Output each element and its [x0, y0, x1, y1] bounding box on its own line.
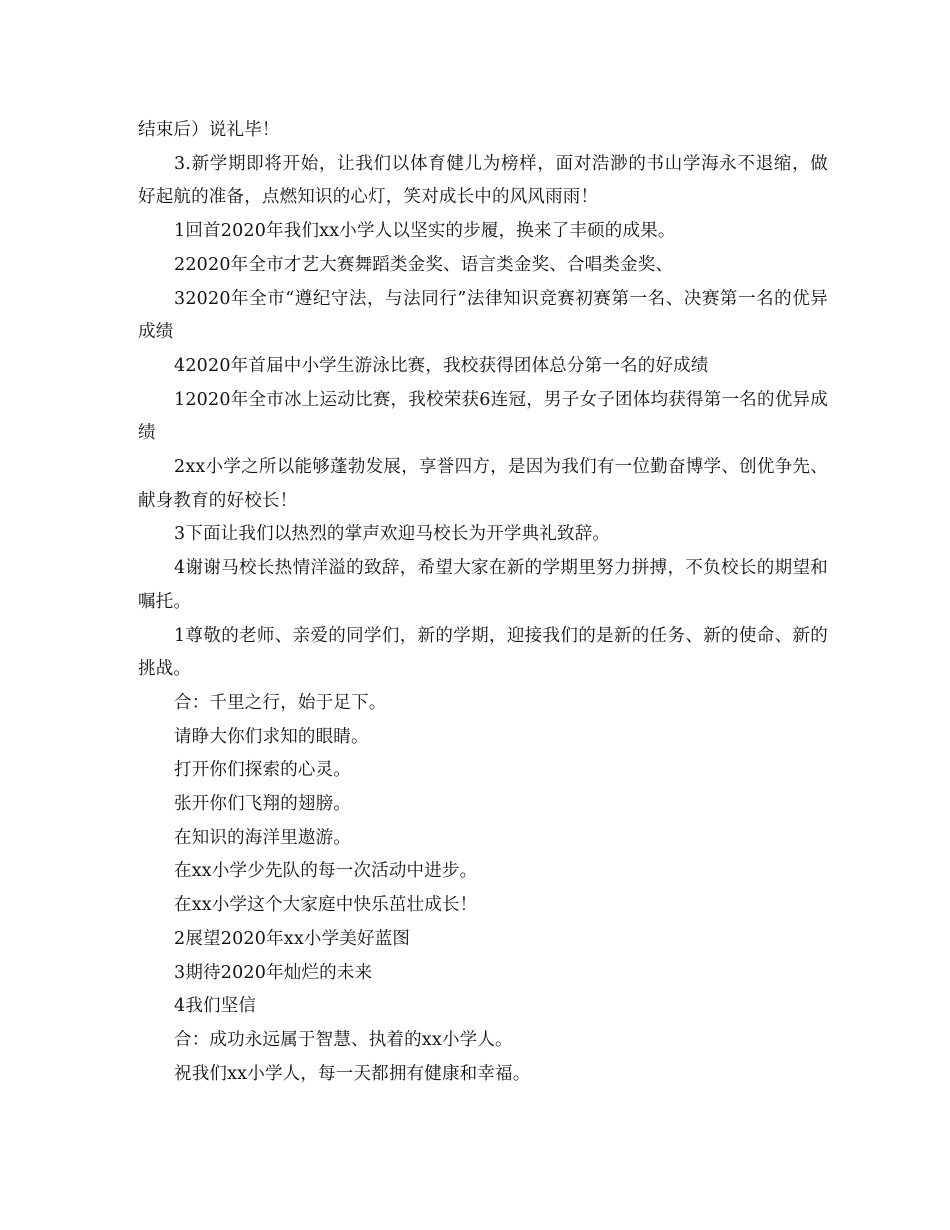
paragraph: 22020年全市才艺大赛舞蹈类金奖、语言类金奖、合唱类金奖、 [174, 254, 674, 275]
paragraph: 合：千里之行，始于足下。 [174, 692, 387, 713]
paragraph: 结束后）说礼毕！ [138, 120, 280, 140]
paragraph: 在知识的海洋里遨游。 [174, 827, 351, 848]
paragraph: 打开你们探索的心灵。 [174, 760, 351, 781]
paragraph: 1回首2020年我们xx小学人以坚实的步履，换来了丰硕的成果。 [174, 221, 676, 242]
paragraph: 1尊敬的老师、亲爱的同学们，新的学期，迎接我们的是新的任务、新的使命、新的挑战。 [138, 625, 828, 680]
paragraph: 张开你们飞翔的翅膀。 [174, 794, 351, 815]
paragraph: 42020年首届中小学生游泳比赛，我校获得团体总分第一名的好成绩 [174, 355, 709, 376]
paragraph: 2xx小学之所以能够蓬勃发展，享誉四方，是因为我们有一位勤奋博学、创优争先、献身教育的好校长！ [138, 457, 828, 511]
paragraph: 2展望2020年xx小学美好蓝图 [174, 928, 411, 949]
document-body [138, 114, 828, 1091]
paragraph: 3期待2020年灿烂的未来 [174, 962, 373, 983]
paragraph: 合：成功永远属于智慧、执着的xx小学人。 [174, 1029, 513, 1050]
paragraph: 祝我们xx小学人，每一天都拥有健康和幸福。 [174, 1063, 531, 1084]
paragraph: 4我们坚信 [174, 996, 257, 1017]
paragraph: 在xx小学少先队的每一次活动中进步。 [174, 861, 478, 882]
paragraph: 4谢谢马校长热情洋溢的致辞，希望大家在新的学期里努力拼搏，不负校长的期望和嘱托。 [138, 558, 828, 612]
paragraph: 32020年全市“遵纪守法，与法同行”法律知识竞赛初赛第一名、决赛第一名的优异成绩 [138, 288, 828, 343]
paragraph: 请睁大你们求知的眼睛。 [174, 726, 369, 747]
paragraph: 3下面让我们以热烈的掌声欢迎马校长为开学典礼致辞。 [174, 524, 611, 545]
paragraph: 12020年全市冰上运动比赛，我校荣获6连冠，男子女子团体均获得第一名的优异成绩 [138, 389, 828, 444]
paragraph: 3.新学期即将开始，让我们以体育健儿为榜样，面对浩渺的书山学海永不退缩，做好起航的准备，点燃知识的心灯，笑对成长中的风风雨雨！ [138, 153, 828, 208]
paragraph: 在xx小学这个大家庭中快乐茁壮成长！ [174, 895, 478, 916]
